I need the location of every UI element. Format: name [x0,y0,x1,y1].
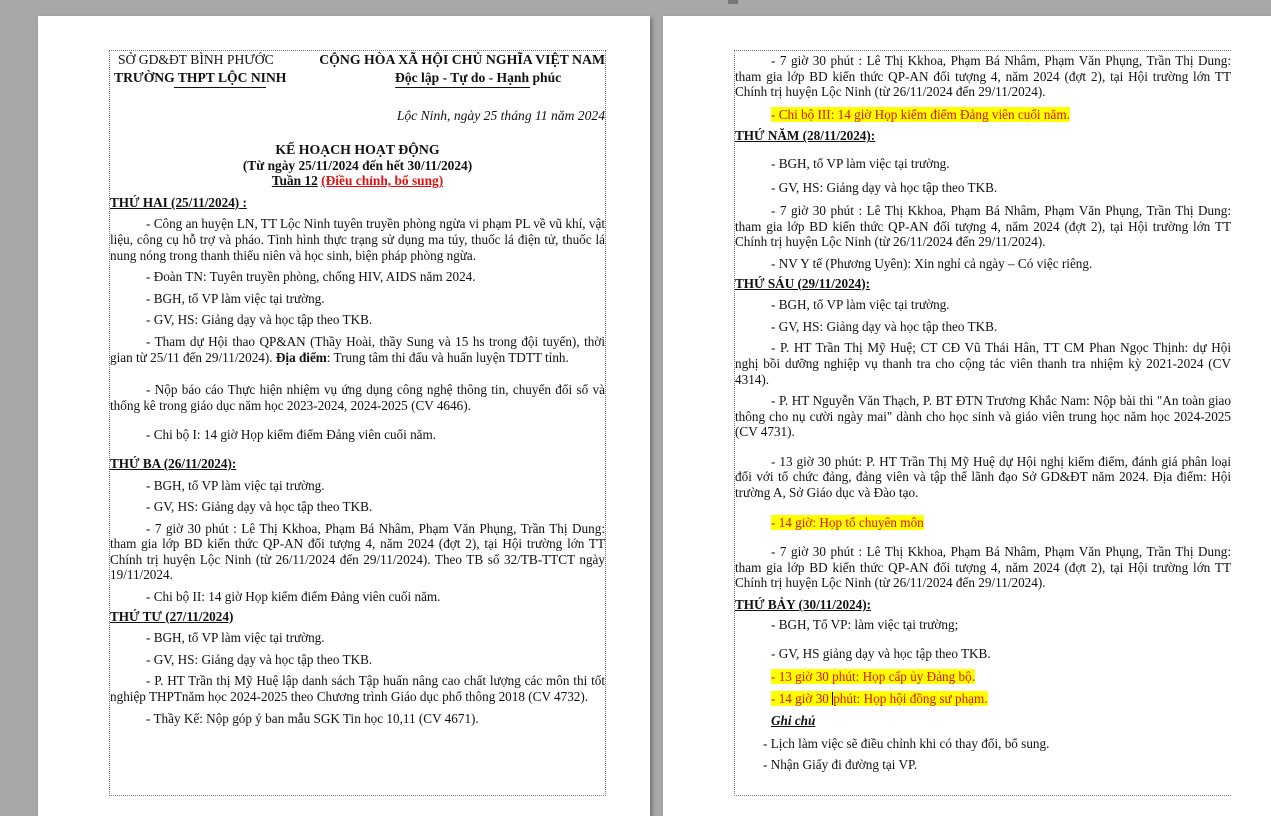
list-item: - Đoàn TN: Tuyên truyền phòng, chống HIV, AIDS năm 2024. [146,269,476,285]
week-line [110,173,605,189]
highlighted-text [771,691,988,706]
list-item [735,691,1231,707]
list-item: - Chi bộ II: 14 giờ Họp kiểm điểm Đảng viên cuối năm. [146,589,441,605]
list-item: - BGH, tổ VP làm việc tại trường. [771,297,950,313]
week-label: Tuần 12 [271,173,318,189]
tuesday-heading: THỨ BA (26/11/2024): [110,455,237,471]
document-page-right[interactable] [663,16,1271,816]
list-item: - Công an huyện LN, TT Lộc Ninh tuyên truyền phòng ngừa vi phạm PL về vũ khí, vật liệu, công cụ hỗ trợ và pháo. Tình hình thực trạng sử dụng ma túy, thuốc lá điện tử, thuốc lá nung nóng trong thanh thiếu niên và học sinh, biện pháp phòng ngừa. [110,216,605,263]
list-item: - 13 giờ 30 phút: P. HT Trần Thị Mỹ Huệ dự Hội nghị kiểm điểm, đánh giá phân loại đối với tổ chức đảng, đảng viên và tập thể lãnh đạo Sở GD&ĐT năm 2024. Địa điểm: Hội trường A, Sở Giáo dục và Đào tạo. [735,453,1231,501]
highlighted-text-part: phút: Họp hội đồng sư phạm. [833,691,988,707]
week-note: (Điều chỉnh, bổ sung) [321,173,444,189]
list-item [735,107,1231,123]
page-content[interactable] [735,53,1231,773]
list-item: - Thầy Kế: Nộp góp ý ban mẫu SGK Tin học 10,11 (CV 4671). [146,710,479,726]
location-label: Địa điểm [275,349,327,365]
list-item: - NV Y tế (Phương Uyên): Xin nghỉ cả ngày – Có việc riêng. [771,255,1093,271]
highlighted-text-part: - 14 giờ 30 [771,691,833,707]
list-item: - GV, HS: Giảng dạy và học tập theo TKB. [146,312,373,328]
school-name: TRƯỜNG THPT LỘC NINH [114,70,287,85]
sports-location: : Trung tâm thi đấu và huấn luyện TDTT tỉnh. [326,349,569,365]
list-item: - Nộp báo cáo Thực hiện nhiệm vụ ứng dụng công nghệ thông tin, chuyển đổi số và thống kê trong giáo dục năm học 2023-2024, 2024-2025 (CV 4646). [110,382,605,413]
friday-heading: THỨ SÁU (29/11/2024): [735,275,871,291]
list-item: - BGH, Tổ VP: làm việc tại trường; [771,616,959,632]
document-page-left[interactable] [38,16,650,816]
list-item: - BGH, tổ VP làm việc tại trường. [146,477,325,493]
sports-text: - Tham dự Hội thao QP&AN (Thầy Hoài, thầy Sung và 15 hs trong đội tuyển), thời gian từ 25/11 đến 29/11/2024). [110,333,605,365]
list-item: - 7 giờ 30 phút : Lê Thị Kkhoa, Phạm Bá Nhâm, Phạm Văn Phụng, Trần Thị Dung: tham gia lớp BD kiến thức QP-AN đối tượng 4, năm 2024 (đợt 2), tại Hội trường lớn TT Chính trị huyện Lộc Ninh (từ 26/11/2024 đến 29/11/2024). [735,544,1231,591]
thursday-heading: THỨ NĂM (28/11/2024): [735,128,876,144]
highlighted-text: - 14 giờ: Họp tổ chuyên môn [771,514,924,530]
org-name: SỞ GD&ĐT BÌNH PHƯỚC [118,52,274,67]
list-item [735,515,1231,531]
national-motto: Độc lập - Tự do - Hạnh phúc [395,70,562,85]
list-item: - BGH, tổ VP làm việc tại trường. [146,630,325,646]
list-item: - GV, HS: Giảng dạy và học tập theo TKB. [146,651,373,667]
monday-heading-suffix: : [239,194,247,210]
list-item: - GV, HS: Giảng dạy và học tập theo TKB. [771,318,998,334]
list-item: - 7 giờ 30 phút : Lê Thị Kkhoa, Phạm Bá Nhâm, Phạm Văn Phụng, Trần Thị Dung: tham gia lớp BD kiến thức QP-AN đối tượng 4, năm 2024 (đợt 2), tại Hội trường lớn TT Chính trị huyện Lộc Ninh (từ 26/11/2024 đến 29/11/2024). Theo TB số 32/TB-TTCT ngày 19/11/2024. [110,520,605,583]
list-item: - Nhận Giấy đi đường tại VP. [763,757,918,773]
school-underline [174,87,266,88]
list-item: - GV, HS giảng dạy và học tập theo TKB. [771,646,991,662]
motto-underline [395,87,530,88]
list-item: - P. HT Nguyễn Văn Thạch, P. BT ĐTN Trương Khắc Nam: Nộp bài thi "An toàn giao thông cho nụ cười ngày mai" dành cho học sinh và giáo viên trung học năm học 2024-2025 (CV 4731). [735,393,1231,440]
document-date: Lộc Ninh, ngày 25 tháng 11 năm 2024 [396,108,605,123]
plan-subtitle: (Từ ngày 25/11/2024 đến hết 30/11/2024) [242,157,473,173]
highlighted-text: - 13 giờ 30 phút: Họp cấp ủy Đảng bộ. [771,668,976,684]
national-title: CỘNG HÒA XÃ HỘI CHỦ NGHĨA VIỆT NAM [319,52,605,67]
list-item: - P. HT Trần thị Mỹ Huệ lập danh sách Tập huấn nâng cao chất lượng các môn thi tốt nghiệp THPTnăm học 2024-2025 theo Chương trình Giáo dục phổ thông 2018 (CV 4732). [110,673,605,705]
list-item: - Chi bộ I: 14 giờ Họp kiểm điểm Đảng viên cuối năm. [146,427,437,443]
list-item [735,669,1231,685]
notes-heading: Ghi chú [771,713,816,728]
document-header [110,52,605,148]
list-item: - BGH, tổ VP làm việc tại trường. [771,155,950,171]
list-item: - Lịch làm việc sẽ điều chỉnh khi có thay đổi, bổ sung. [763,735,1050,751]
list-item [110,334,605,365]
list-item: - 7 giờ 30 phút : Lê Thị Kkhoa, Phạm Bá Nhâm, Phạm Văn Phụng, Trần Thị Dung: tham gia lớp BD kiến thức QP-AN đối tượng 4, năm 2024 (đợt 2), tại Hội trường lớn TT Chính trị huyện Lộc Ninh (từ 26/11/2024 đến 29/11/2024). [735,203,1231,250]
highlighted-text: - Chi bộ III: 14 giờ Họp kiểm điểm Đảng viên cuối năm. [771,106,1070,122]
list-item: - GV, HS: Giảng dạy và học tập theo TKB. [146,499,373,515]
monday-heading [110,195,605,211]
list-item: - 7 giờ 30 phút : Lê Thị Kkhoa, Phạm Bá Nhâm, Phạm Văn Phụng, Trần Thị Dung: tham gia lớp BD kiến thức QP-AN đối tượng 4, năm 2024 (đợt 2), tại Hội trường lớn TT Chính trị huyện Lộc Ninh (từ 26/11/2024 đến 29/11/2024). [735,53,1231,100]
page-content[interactable] [110,52,605,726]
ruler-marker [728,0,738,4]
saturday-heading: THỨ BẢY (30/11/2024): [735,597,872,613]
plan-title: KẾ HOẠCH HOẠT ĐỘNG [275,142,440,157]
list-item: - P. HT Trần Thị Mỹ Huệ; CT CĐ Vũ Thái Hân, TT CM Phan Ngọc Thịnh: dự Hội nghị bồi dưỡng nghiệp vụ thanh tra cho cộng tác viên thanh tra nhiệm kỳ 2021-2024 (CV 4314). [735,340,1231,387]
list-item: - BGH, tổ VP làm việc tại trường. [146,290,325,306]
list-item: - GV, HS: Giảng dạy và học tập theo TKB. [771,179,998,195]
monday-heading-text: THỨ HAI (25/11/2024) [110,194,240,210]
wednesday-heading: THỨ TƯ (27/11/2024) [110,608,234,624]
